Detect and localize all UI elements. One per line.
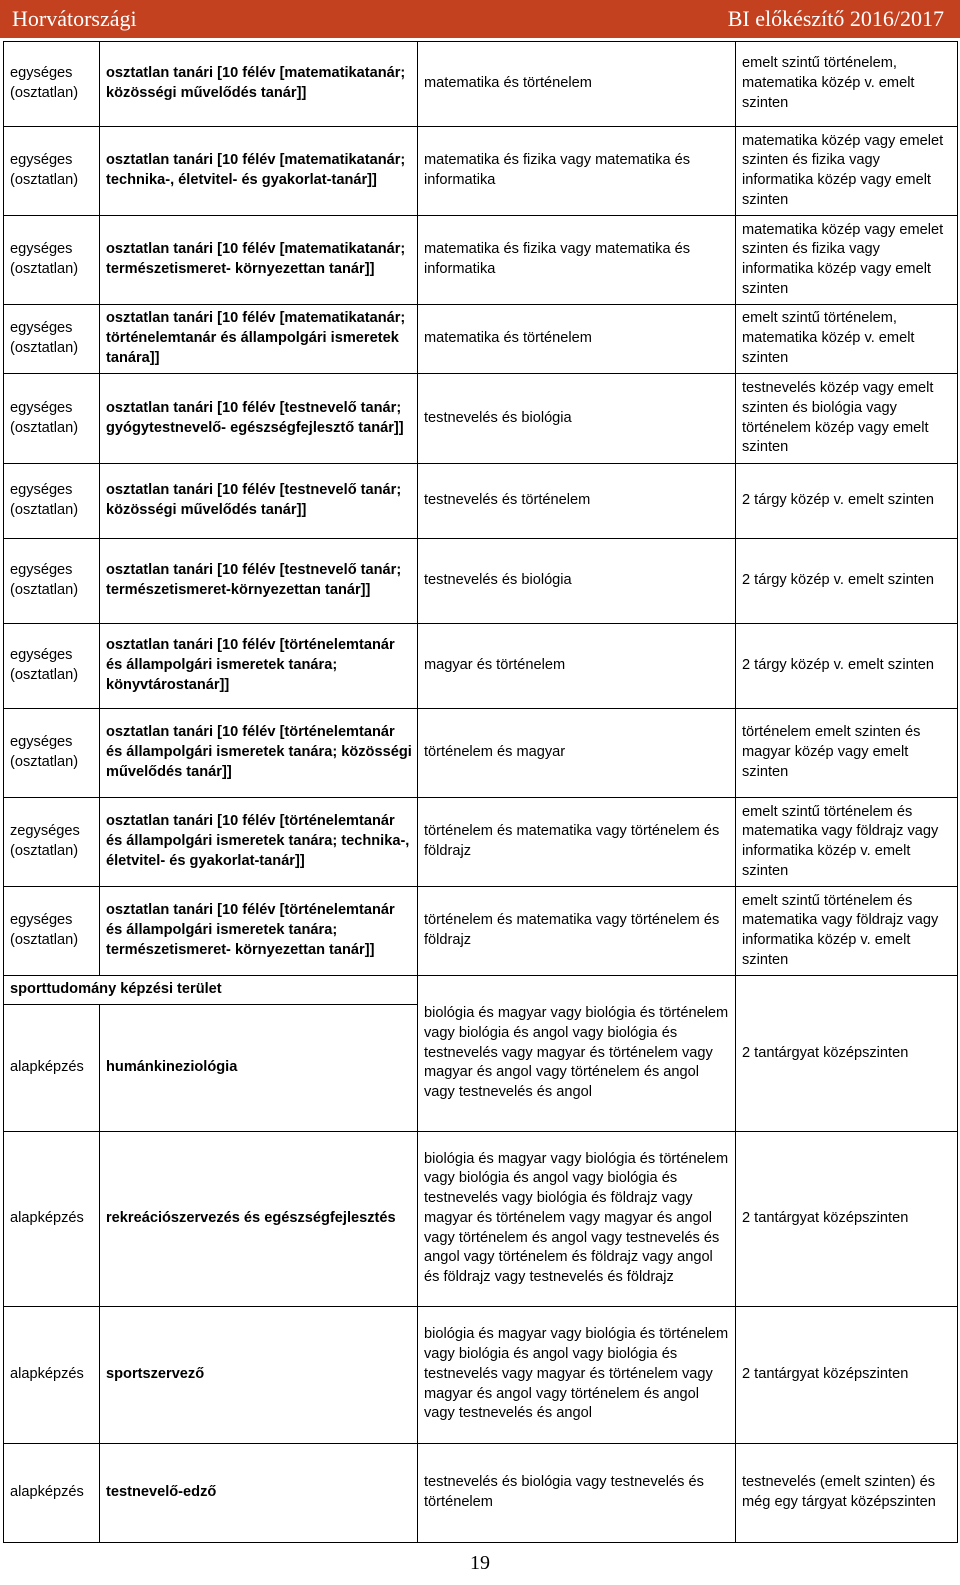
level-cell: 2 tantárgyat középszinten	[736, 1131, 958, 1306]
subjects-cell: történelem és matematika vagy történelem és földrajz	[418, 798, 736, 887]
header-banner	[0, 0, 960, 38]
subjects-cell: matematika és fizika vagy matematika és informatika	[418, 216, 736, 305]
training-type-cell: egységes (osztatlan)	[4, 42, 100, 127]
subjects-cell: testnevelés és biológia	[418, 374, 736, 464]
level-cell: emelt szintű történelem, matematika közép v. emelt szinten	[736, 42, 958, 127]
table-row	[4, 539, 958, 624]
admission-requirements-table	[3, 41, 958, 1543]
table-row	[4, 216, 958, 305]
subjects-cell: matematika és történelem	[418, 305, 736, 374]
program-cell: osztatlan tanári [10 félév [matematikatanár; történelemtanár és állampolgári ismeretek tanára]]	[100, 305, 418, 374]
training-type-cell: egységes (osztatlan)	[4, 709, 100, 798]
training-type-cell: alapképzés	[4, 1306, 100, 1443]
level-cell: 2 tárgy közép v. emelt szinten	[736, 539, 958, 624]
training-type-cell: zegységes (osztatlan)	[4, 798, 100, 887]
level-cell: matematika közép vagy emelet szinten és fizika vagy informatika közép vagy emelt szinten	[736, 127, 958, 216]
header-left-title: Horvátországi	[12, 6, 137, 31]
training-type-cell: alapképzés	[4, 1443, 100, 1542]
training-type-cell: egységes (osztatlan)	[4, 216, 100, 305]
level-cell: matematika közép vagy emelet szinten és fizika vagy informatika közép vagy emelt szinten	[736, 216, 958, 305]
program-cell: osztatlan tanári [10 félév [matematikatanár; természetismeret- környezettan tanár]]	[100, 216, 418, 305]
table-row	[4, 1131, 958, 1306]
training-type-cell: alapképzés	[4, 1131, 100, 1306]
header-right-title: BI előkészítő 2016/2017	[727, 6, 944, 31]
training-type-cell: egységes (osztatlan)	[4, 127, 100, 216]
level-cell: testnevelés (emelt szinten) és még egy tárgyat középszinten	[736, 1443, 958, 1542]
level-cell: 2 tárgy közép v. emelt szinten	[736, 624, 958, 709]
program-cell: humánkineziológia	[100, 1004, 418, 1131]
subjects-cell: matematika és fizika vagy matematika és informatika	[418, 127, 736, 216]
training-type-cell: egységes (osztatlan)	[4, 374, 100, 464]
level-cell: 2 tantárgyat középszinten	[736, 1306, 958, 1443]
training-type-cell: egységes (osztatlan)	[4, 887, 100, 976]
program-cell: osztatlan tanári [10 félév [testnevelő tanár; közösségi művelődés tanár]]	[100, 464, 418, 539]
training-type-cell: egységes (osztatlan)	[4, 624, 100, 709]
subjects-cell: testnevelés és történelem	[418, 464, 736, 539]
subjects-cell: biológia és magyar vagy biológia és történelem vagy biológia és angol vagy biológia és testnevelés vagy magyar és történelem vagy magyar és angol vagy történelem és angol vagy testnevelés és angol	[418, 976, 736, 1132]
level-cell: emelt szintű történelem és matematika vagy földrajz vagy informatika közép v. emelt szinten	[736, 798, 958, 887]
subjects-cell: biológia és magyar vagy biológia és történelem vagy biológia és angol vagy biológia és testnevelés vagy magyar és történelem vagy magyar és angol vagy történelem és angol vagy testnevelés és angol	[418, 1306, 736, 1443]
program-cell: sportszervező	[100, 1306, 418, 1443]
subjects-cell: matematika és történelem	[418, 42, 736, 127]
training-type-cell: egységes (osztatlan)	[4, 539, 100, 624]
table-row	[4, 42, 958, 127]
program-cell: osztatlan tanári [10 félév [testnevelő tanár; gyógytestnevelő- egészségfejlesztő tanár]]	[100, 374, 418, 464]
table-row	[4, 1306, 958, 1443]
level-cell: 2 tárgy közép v. emelt szinten	[736, 464, 958, 539]
subjects-cell: történelem és matematika vagy történelem és földrajz	[418, 887, 736, 976]
program-cell: osztatlan tanári [10 félév [történelemtanár és állampolgári ismeretek tanára; technika-, életvitel- és gyakorlat-tanár]]	[100, 798, 418, 887]
program-cell: osztatlan tanári [10 félév [történelemtanár és állampolgári ismeretek tanára; könyvtárostanár]]	[100, 624, 418, 709]
level-cell: emelt szintű történelem, matematika közép v. emelt szinten	[736, 305, 958, 374]
program-cell: osztatlan tanári [10 félév [történelemtanár és állampolgári ismeretek tanára; közösségi művelődés tanár]]	[100, 709, 418, 798]
training-type-cell: egységes (osztatlan)	[4, 305, 100, 374]
subjects-cell: biológia és magyar vagy biológia és történelem vagy biológia és angol vagy biológia és testnevelés vagy biológia és földrajz vagy magyar és történelem vagy magyar és angol vagy történelem és angol vagy testnevelés és angol vagy történelem és földrajz vagy angol és földrajz vagy testnevelés és földrajz	[418, 1131, 736, 1306]
subjects-cell: testnevelés és biológia	[418, 539, 736, 624]
level-cell: 2 tantárgyat középszinten	[736, 976, 958, 1132]
table-row	[4, 127, 958, 216]
table-row	[4, 464, 958, 539]
program-cell: osztatlan tanári [10 félév [matematikatanár; közösségi művelődés tanár]]	[100, 42, 418, 127]
page-number: 19	[470, 1552, 490, 1574]
level-cell: testnevelés közép vagy emelt szinten és biológia vagy történelem közép vagy emelt szinten	[736, 374, 958, 464]
subjects-cell: magyar és történelem	[418, 624, 736, 709]
training-type-cell: alapképzés	[4, 1004, 100, 1131]
level-cell: emelt szintű történelem és matematika vagy földrajz vagy informatika közép v. emelt szinten	[736, 887, 958, 976]
program-cell: osztatlan tanári [10 félév [matematikatanár; technika-, életvitel- és gyakorlat-tanár]]	[100, 127, 418, 216]
program-cell: osztatlan tanári [10 félév [testnevelő tanár; természetismeret-környezettan tanár]]	[100, 539, 418, 624]
program-cell: rekreációszervezés és egészségfejlesztés	[100, 1131, 418, 1306]
section-title: sporttudomány képzési terület	[4, 976, 418, 1005]
table-row	[4, 798, 958, 887]
section-row	[4, 976, 958, 1005]
program-cell: osztatlan tanári [10 félév [történelemtanár és állampolgári ismeretek tanára; természetismeret- környezettan tanár]]	[100, 887, 418, 976]
table-row	[4, 624, 958, 709]
table-row	[4, 305, 958, 374]
subjects-cell: történelem és magyar	[418, 709, 736, 798]
table-row	[4, 1443, 958, 1542]
table-row	[4, 709, 958, 798]
table-row	[4, 887, 958, 976]
level-cell: történelem emelt szinten és magyar közép vagy emelt szinten	[736, 709, 958, 798]
subjects-cell: testnevelés és biológia vagy testnevelés és történelem	[418, 1443, 736, 1542]
table-row	[4, 374, 958, 464]
training-type-cell: egységes (osztatlan)	[4, 464, 100, 539]
program-cell: testnevelő-edző	[100, 1443, 418, 1542]
